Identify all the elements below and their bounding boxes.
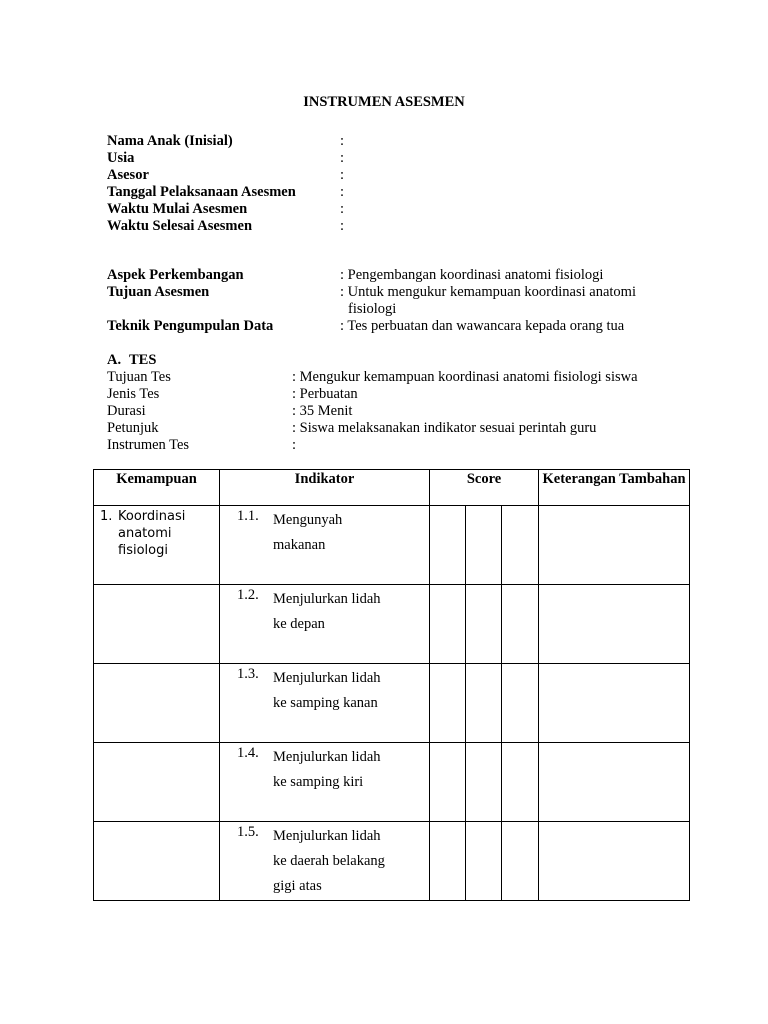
kemampuan-cell [94,664,220,743]
aspek-row-tujuan [107,284,678,301]
kemampuan-cell [94,743,220,822]
tes-label: Jenis Tes [107,386,160,402]
identity-value: : [340,150,345,166]
score-cell[interactable] [466,585,502,664]
indikator-cell [220,664,430,743]
score-cell[interactable] [502,506,539,585]
indikator-text: Mengunyah makanan [273,512,343,553]
aspek-value: : Untuk mengukur kemampuan koordinasi anatomi [340,284,636,300]
tes-row [107,403,638,420]
score-cell[interactable] [430,585,466,664]
identity-row-usia [107,150,344,167]
indikator-num: 1.5. [237,824,259,840]
kemampuan-cell [94,822,220,901]
aspek-label: Tujuan Asesmen [107,284,210,300]
tes-section [107,369,638,454]
score-cell[interactable] [466,664,502,743]
keterangan-cell[interactable] [539,506,690,585]
kemampuan-cell [94,585,220,664]
indikator-text: Menjulurkan lidah ke samping kanan [273,670,381,711]
tes-value: : [292,437,297,453]
kemampuan-text: Koordinasi anatomi fisiologi [118,509,186,558]
identity-value: : [340,201,345,217]
header-score: Score [430,470,539,506]
identity-value: : [340,184,345,200]
tes-label: Instrumen Tes [107,437,190,453]
score-cell[interactable] [430,743,466,822]
kemampuan-num: 1. [100,509,113,524]
aspek-label: Teknik Pengumpulan Data [107,318,274,334]
indikator-num: 1.2. [237,587,259,603]
indikator-text: Menjulurkan lidah ke depan [273,591,381,632]
table-header-row [94,470,690,506]
kemampuan-cell [94,506,220,585]
keterangan-cell[interactable] [539,585,690,664]
document-title: INSTRUMEN ASESMEN [303,94,465,110]
aspek-row-tujuan-cont [107,301,678,318]
tes-label: Petunjuk [107,420,159,436]
tes-heading [107,352,156,369]
indikator-num: 1.1. [237,508,259,524]
tes-row [107,369,638,386]
score-cell[interactable] [502,822,539,901]
score-cell[interactable] [502,743,539,822]
tes-row [107,386,638,403]
indikator-text: Menjulurkan lidah ke daerah belakang gigi atas [273,828,385,894]
identity-label: Asesor [107,167,149,183]
identity-row-tanggal [107,184,344,201]
table-row [94,743,690,822]
score-cell[interactable] [466,506,502,585]
tes-value: : Mengukur kemampuan koordinasi anatomi fisiologi siswa [292,369,638,385]
aspek-row-perkembangan [107,267,678,284]
score-cell[interactable] [466,743,502,822]
tes-label: Durasi [107,403,146,419]
tes-value: : Perbuatan [292,386,358,402]
aspek-label: Aspek Perkembangan [107,267,244,283]
header-kemampuan: Kemampuan [94,470,220,506]
table-row [94,822,690,901]
aspek-label-empty [107,301,340,318]
indikator-num: 1.4. [237,745,259,761]
tes-value: : 35 Menit [292,403,353,419]
indikator-cell [220,743,430,822]
score-cell[interactable] [430,664,466,743]
header-keterangan: Keterangan Tambahan [539,470,690,506]
aspek-value: : Pengembangan koordinasi anatomi fisiologi [340,267,604,283]
tes-label: Tujuan Tes [107,369,171,385]
indikator-text: Menjulurkan lidah ke samping kiri [273,749,381,790]
header-indikator: Indikator [220,470,430,506]
tes-heading-text: TES [129,352,157,368]
indikator-num: 1.3. [237,666,259,682]
assessment-table [93,469,690,901]
identity-section [107,133,344,235]
aspek-value: : Tes perbuatan dan wawancara kepada orang tua [340,318,625,334]
table-row [94,585,690,664]
tes-row [107,420,638,437]
identity-label: Tanggal Pelaksanaan Asesmen [107,184,296,200]
table-row [94,506,690,585]
tes-row [107,437,638,454]
tes-value: : Siswa melaksanakan indikator sesuai perintah guru [292,420,597,436]
indikator-cell [220,506,430,585]
identity-row-waktu-mulai [107,201,344,218]
score-cell[interactable] [502,664,539,743]
score-cell[interactable] [502,585,539,664]
identity-value: : [340,167,345,183]
keterangan-cell[interactable] [539,664,690,743]
identity-value: : [340,218,345,234]
keterangan-cell[interactable] [539,743,690,822]
score-cell[interactable] [430,822,466,901]
identity-label: Waktu Mulai Asesmen [107,201,248,217]
aspek-section [107,267,678,335]
indikator-cell [220,585,430,664]
tes-letter: A. [107,352,122,368]
indikator-cell [220,822,430,901]
identity-value: : [340,133,345,149]
score-cell[interactable] [466,822,502,901]
score-cell[interactable] [430,506,466,585]
identity-label: Waktu Selesai Asesmen [107,218,253,234]
aspek-row-teknik [107,318,678,335]
aspek-value: fisiologi [348,301,397,317]
identity-row-nama [107,133,344,150]
identity-row-waktu-selesai [107,218,344,235]
identity-label: Usia [107,150,135,166]
keterangan-cell[interactable] [539,822,690,901]
identity-label: Nama Anak (Inisial) [107,133,233,149]
identity-row-asesor [107,167,344,184]
table-row [94,664,690,743]
